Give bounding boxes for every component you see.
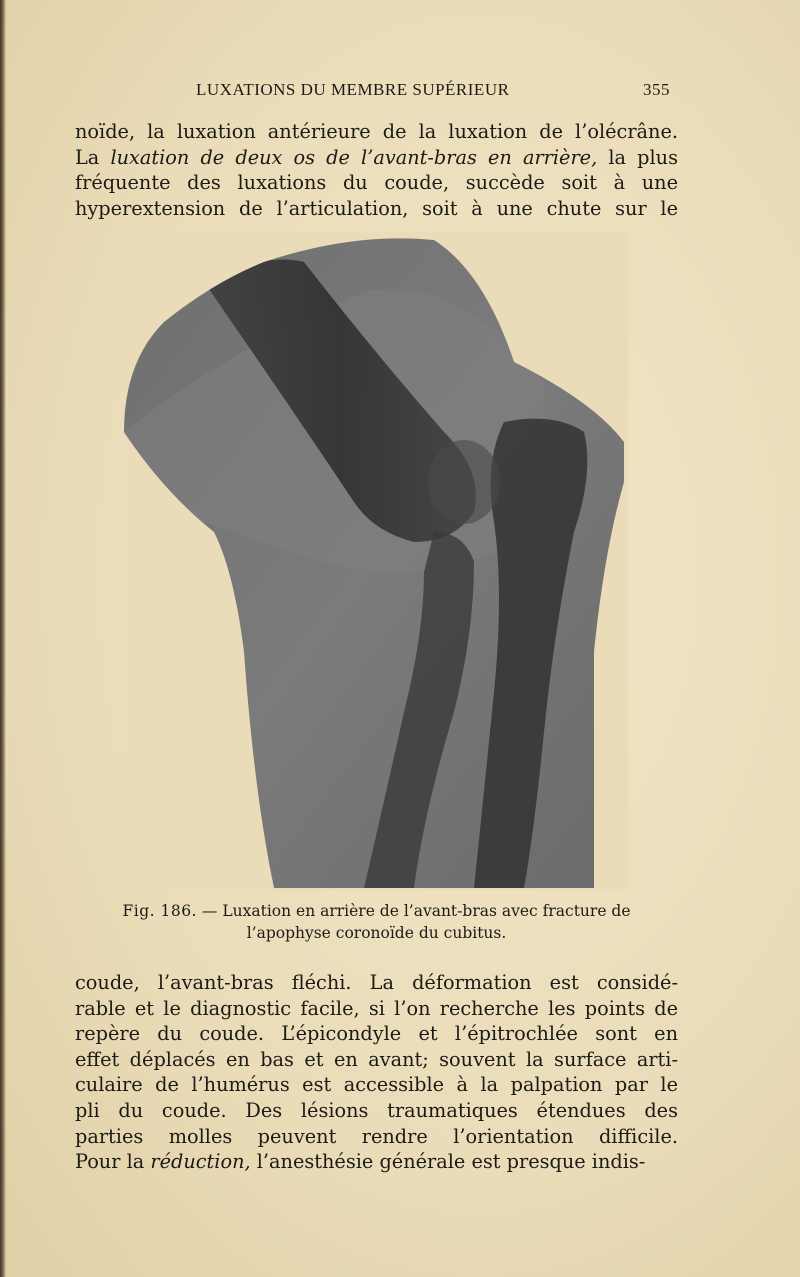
text-line: culaire de l’humérus est accessible à la palpation par le — [75, 1073, 678, 1097]
text-line: pli du coude. Des lésions traumatiques étendues des — [75, 1098, 678, 1122]
text-line — [75, 1149, 678, 1175]
text-line: parties molles peuvent rendre l’orientation difficile. — [75, 1124, 678, 1148]
text-line: hyperextension de l’articulation, soit à une chute sur le — [75, 196, 678, 220]
top-paragraph — [75, 119, 678, 221]
italic-phrase: luxation de deux os de l’avant-bras en arrière, — [110, 145, 598, 169]
page-number: 355 — [643, 80, 670, 99]
text-line: effet déplacés en bas et en avant; souvent la surface arti- — [75, 1047, 678, 1071]
caption-line: l’apophyse coronoïde du cubitus. — [246, 924, 507, 942]
text-line: fréquente des luxations du coude, succède soit à une — [75, 171, 678, 195]
text-line: repère du coude. L’épicondyle et l’épitrochlée sont en — [75, 1022, 678, 1046]
italic-phrase: réduction, — [150, 1150, 251, 1174]
book-spine-shadow — [0, 0, 6, 1277]
caption-text: — Luxation en arrière de l’avant-bras avec fracture de — [196, 902, 631, 920]
bottom-paragraph — [75, 970, 678, 1175]
xray-figure — [124, 232, 628, 890]
text-line: coude, l’avant-bras fléchi. La déformation est considé- — [75, 971, 678, 994]
caption-line — [75, 900, 678, 922]
text-line: noïde, la luxation antérieure de la luxation de l’olécrâne. — [75, 120, 678, 143]
text-line — [75, 145, 678, 171]
text-run: La — [75, 145, 111, 169]
running-title: LUXATIONS DU MEMBRE SUPÉRIEUR — [196, 80, 510, 99]
text-run: Pour la — [75, 1150, 151, 1174]
page-header — [0, 80, 800, 104]
figure-caption — [75, 900, 678, 944]
figure-label: Fig. 186. — [122, 902, 197, 920]
text-run: la plus — [597, 145, 678, 169]
text-line: rable et le diagnostic facile, si l’on recherche les points de — [75, 996, 678, 1020]
text-run: l’anesthésie générale est presque indis- — [250, 1150, 646, 1174]
